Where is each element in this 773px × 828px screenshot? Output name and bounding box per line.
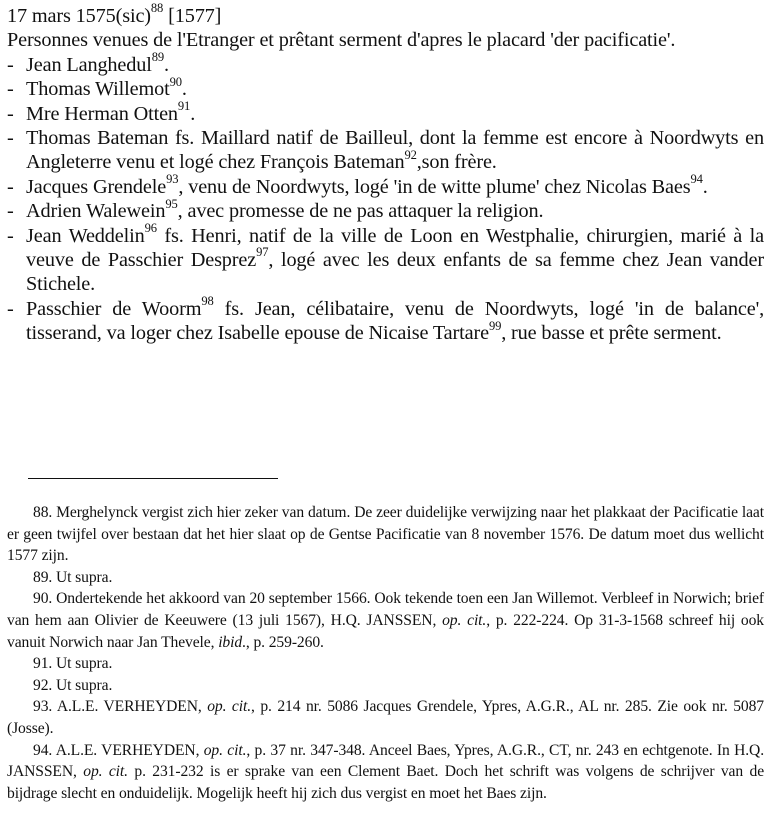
footnote-ref: 95 xyxy=(165,196,178,211)
citation-italic: op. cit. xyxy=(207,698,252,716)
text-run: Jean Weddelin xyxy=(26,224,145,247)
text-run: 94. A.L.E. VERHEYDEN, xyxy=(33,741,204,759)
list-dash: - xyxy=(7,175,14,198)
text-run: Thomas Willemot xyxy=(26,78,170,101)
list-dash: - xyxy=(7,200,14,223)
footnote-ref: 89 xyxy=(151,50,165,65)
person-text xyxy=(26,98,764,126)
footnotes xyxy=(7,502,764,804)
person-entry xyxy=(7,126,764,175)
text-run: 92. Ut supra. xyxy=(33,676,113,694)
text-run: ., p. 259-260. xyxy=(242,633,324,651)
text-run: , rue basse et prête serment. xyxy=(501,322,722,345)
footnote-ref: 96 xyxy=(144,221,157,236)
entry-date: 17 mars 1575(sic) xyxy=(7,5,151,27)
person-entry xyxy=(7,74,764,101)
person-entry xyxy=(7,172,764,199)
citation-italic: ibid xyxy=(218,633,243,651)
text-run: . xyxy=(190,102,196,125)
text-run: 88. Merghelynck vergist zich hier zeker van datum. De zeer duidelijke verwijzing naar het plakkaat der Pacificatie laat er geen twijfel over bestaan dat het hier slaat op de Gentse Pacificatie van 8 november 1576. De datum moet dus wellicht 1577 zijn. xyxy=(7,504,764,565)
list-dash: - xyxy=(7,297,14,320)
person-entry xyxy=(7,294,764,346)
main-text xyxy=(7,1,764,346)
entry-date-line xyxy=(7,1,764,28)
text-run: 93. A.L.E. VERHEYDEN, xyxy=(33,698,208,716)
text-run: . xyxy=(164,53,169,76)
footnote xyxy=(7,740,764,805)
text-run: Adrien Walewein xyxy=(26,200,166,223)
person-text xyxy=(26,294,764,346)
text-run: , venu de Noordwyts, logé 'in de witte plume' chez Nicolas Baes xyxy=(178,175,691,198)
list-dash: - xyxy=(7,224,14,247)
text-run: fs. Jean, célibataire, venu de Noordwyts, logé 'in de balance', tisserand, va loger chez Isabelle epouse de Nicaise Tartare xyxy=(26,297,764,345)
person-entry xyxy=(7,221,764,297)
persons-list xyxy=(7,50,764,346)
text-run: p. 231-232 is er sprake van een Clement Baet. Doch het schrift was volgens de schrijver van de bijdrage slecht en onduidelijk. Mogelijk heeft hij zich dus vergist en moet het Baes zijn. xyxy=(7,763,765,802)
text-run: , logé avec les deux enfants de sa femme chez Jean vander Stichele. xyxy=(26,249,764,296)
entry-intro: Personnes venues de l'Etranger et prêtant serment d'apres le placard 'der pacificatie'. xyxy=(7,29,676,52)
person-text xyxy=(26,74,764,101)
person-text xyxy=(26,50,764,77)
text-run: 89. Ut supra. xyxy=(33,568,113,586)
footnote-ref: 98 xyxy=(201,294,214,309)
text-run: Thomas Bateman fs. Maillard natif de Bailleul, dont la femme est encore à Noordwyts en Angleterre venu et logé chez François Bateman xyxy=(26,127,764,174)
footnote xyxy=(7,502,764,567)
person-entry xyxy=(7,98,764,126)
footnote xyxy=(7,567,764,589)
text-run: Passchier de Woorm xyxy=(26,297,202,320)
footnote-ref: 92 xyxy=(404,147,417,162)
text-run: . xyxy=(702,175,708,198)
citation-italic: op. cit. xyxy=(442,611,487,629)
text-run: , avec promesse de ne pas attaquer la religion. xyxy=(177,200,544,223)
footnote xyxy=(7,653,764,675)
text-run: . xyxy=(181,78,187,101)
list-dash: - xyxy=(7,78,14,101)
footnote-ref: 88 xyxy=(150,1,164,16)
footnote-ref: 91 xyxy=(177,98,191,113)
text-run: , p. 214 nr. 5086 Jacques Grendele, Ypres, A.G.R., AL nr. 285. Zie ook nr. 5087 (Josse). xyxy=(7,698,764,737)
person-text xyxy=(26,221,764,297)
list-dash: - xyxy=(7,127,14,150)
person-entry xyxy=(7,196,764,223)
citation-italic: op. cit. xyxy=(83,763,128,781)
footnote-ref: 90 xyxy=(169,74,182,89)
footnote xyxy=(7,696,764,739)
person-entry xyxy=(7,50,764,77)
text-run: 91. Ut supra. xyxy=(33,655,113,673)
footnote-separator xyxy=(28,478,278,479)
text-run: Jacques Grendele xyxy=(26,175,167,198)
footnote-ref: 94 xyxy=(690,172,703,187)
text-run: 90. Ondertekende het akkoord van 20 september 1566. Ook tekende toen een Jan Willemot. Verbleef in Norwich; brief van hem aan Olivier de Keeuwere (13 juli 1567), H.Q. JANSSEN, xyxy=(7,590,764,629)
person-text xyxy=(26,126,764,175)
footnote-ref: 97 xyxy=(256,245,269,260)
text-run: Mre Herman Otten xyxy=(26,102,178,125)
text-run: , p. 222-224. Op 31-3-1568 schreef hij ook vanuit Norwich naar Jan Thevele, xyxy=(7,611,764,651)
person-text xyxy=(26,172,764,199)
text-run: Jean Langhedul xyxy=(26,53,152,76)
footnote-ref: 93 xyxy=(166,172,179,187)
text-run: , p. 37 nr. 347-348. Anceel Baes, Ypres, A.G.R., CT, nr. 243 en echtgenote. In H.Q. JANSSEN, xyxy=(7,741,764,781)
footnote xyxy=(7,675,764,697)
list-dash: - xyxy=(7,53,14,76)
citation-italic: op. cit. xyxy=(203,741,247,759)
footnote-ref: 99 xyxy=(488,318,502,333)
text-run: fs. Henri, natif de la ville de Loon en Westphalie, chirurgien, marié à la veuve de Passchier Desprez xyxy=(26,224,764,272)
list-dash: - xyxy=(7,102,14,125)
footnote xyxy=(7,588,764,653)
person-text xyxy=(26,196,764,223)
text-run: ,son frère. xyxy=(416,151,497,174)
entry-date-corrected: [1577] xyxy=(168,5,222,27)
